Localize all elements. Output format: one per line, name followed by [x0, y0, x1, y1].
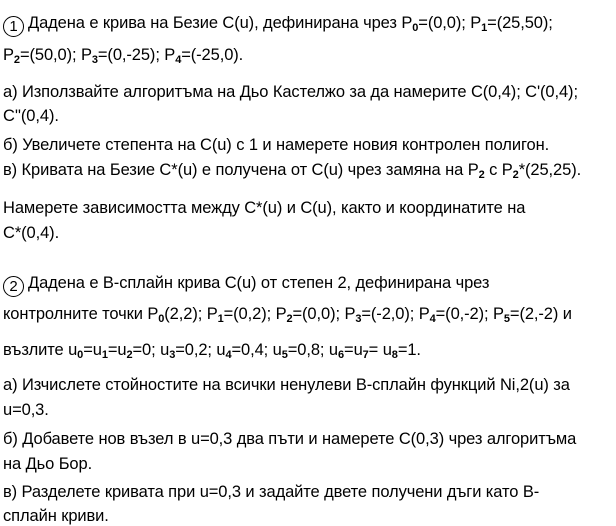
p4-label: P	[164, 46, 176, 64]
p2-label: P	[3, 46, 14, 64]
problem2-task-b-line1: б) Добавете нов възел в u=0,3 два пъти и намерете C(0,3) чрез алгоритъма	[3, 430, 577, 448]
task-v-p2a-sub: 2	[478, 169, 485, 181]
knot-list	[68, 341, 421, 359]
problem2-knots-line	[3, 340, 421, 362]
knot-label: u	[353, 341, 363, 359]
control-point-sub: 3	[355, 313, 362, 325]
p3-sub: 3	[91, 54, 98, 66]
knot-sub: 1	[101, 349, 108, 361]
task-v-mid: с	[484, 161, 502, 179]
problem1-task-a-line1: а) Използвайте алгоритъма на Дьо Кастелжо за да намерите C(0,4); C'(0,4);	[3, 83, 578, 101]
knot-label: u	[382, 341, 392, 359]
p0-sub: 0	[412, 22, 419, 34]
control-point-sub: 1	[217, 313, 224, 325]
knot-sub: 2	[126, 349, 133, 361]
p0-label: P	[401, 14, 413, 32]
control-point-label: P	[147, 305, 159, 323]
knot-value: =0,8;	[287, 341, 329, 359]
p4-sub: 4	[175, 54, 182, 66]
problem2-task-a-line1: а) Изчислете стойностите на всички ненулеви B-сплайн функций Ni,2(u) за	[3, 376, 570, 394]
problem2-line1	[3, 273, 489, 297]
problem1-line2	[3, 45, 243, 67]
knot-label: u	[117, 341, 127, 359]
control-point-sub: 2	[286, 313, 293, 325]
knot-value: =1.	[397, 341, 421, 359]
knot-value: =0,2;	[175, 341, 217, 359]
knot-label: u	[92, 341, 102, 359]
knot-value: =	[368, 341, 383, 359]
knot-label: u	[160, 341, 170, 359]
task-v-p2a-label: P	[467, 161, 479, 179]
control-point-sub: 5	[503, 313, 510, 325]
knot-sub: 7	[362, 349, 369, 361]
problem2-task-a-line2: u=0,3.	[3, 401, 49, 419]
p1-sub: 1	[481, 22, 488, 34]
problem2-intro: Дадена е B-сплайн крива C(u) от степен 2, дефинирана чрез	[28, 274, 490, 292]
knot-sub: 4	[225, 349, 232, 361]
problem1-task-b: б) Увеличете степента на C(u) с 1 и намерете новия контролен полигон.	[3, 136, 550, 154]
problem2-task-v-line2: сплайн криви.	[3, 507, 109, 525]
control-point-value: =(0,-2);	[435, 305, 493, 323]
knot-sub: 8	[391, 349, 398, 361]
control-point-sub: 0	[158, 313, 165, 325]
knot-label: u	[216, 341, 226, 359]
control-point-value: =(2,-2) и	[509, 305, 572, 323]
p3-value: =(0,-25);	[97, 46, 165, 64]
knot-value: =	[344, 341, 354, 359]
knot-value: =	[107, 341, 118, 359]
problem2-number: 2	[3, 276, 24, 297]
p3-label: P	[80, 46, 92, 64]
knot-sub: 5	[281, 349, 288, 361]
cp-prefix: контролните точки	[3, 305, 148, 323]
knot-sub: 0	[77, 349, 84, 361]
control-point-label: P	[275, 305, 287, 323]
p2-sub: 2	[13, 54, 20, 66]
knot-value: =0,4;	[231, 341, 273, 359]
problem2-task-b-line2: на Дьо Бор.	[3, 455, 93, 473]
control-point-value: =(0,0);	[292, 305, 345, 323]
control-point-value: =(-2,0);	[361, 305, 419, 323]
control-point-label: P	[206, 305, 218, 323]
control-point-value: =(0,2);	[223, 305, 276, 323]
p1-value: =(25,50);	[487, 14, 553, 32]
control-point-sub: 4	[429, 313, 436, 325]
control-point-label: P	[344, 305, 356, 323]
control-point-label: P	[418, 305, 430, 323]
problem2-control-points-line	[3, 304, 572, 326]
knot-label: u	[68, 341, 78, 359]
knot-label: u	[272, 341, 282, 359]
knot-value: =	[83, 341, 93, 359]
p1-label: P	[470, 14, 482, 32]
problem2-task-v-line1: в) Разделете кривата при u=0,3 и задайте двете получени дъги като B-	[3, 483, 540, 501]
problem1-number: 1	[3, 16, 24, 37]
problem1-intro: Дадена е крива на Безие C(u), дефинирана чрез	[28, 14, 402, 32]
knots-prefix: възлите	[3, 341, 69, 359]
knot-value: =0;	[132, 341, 161, 359]
task-v-text: в) Кривата на Безие C*(u) е получена от C(u) чрез замяна на	[3, 161, 468, 179]
control-point-label: P	[492, 305, 504, 323]
control-point-value: (2,2);	[164, 305, 207, 323]
knot-sub: 3	[169, 349, 176, 361]
problem1-find-line1: Намерете зависимостта между C*(u) и C(u), както и координатите на	[3, 199, 526, 217]
task-v-p2b-sub: 2	[512, 169, 519, 181]
problem1-task-a-line2: C''(0,4).	[3, 107, 59, 125]
knot-sub: 6	[337, 349, 345, 361]
knot-label: u	[328, 341, 338, 359]
cp-list	[147, 305, 572, 323]
p2-value: =(50,0);	[19, 46, 81, 64]
problem1-find-line2: C*(0,4).	[3, 224, 60, 242]
p0-value: =(0,0);	[418, 14, 471, 32]
task-v-p2b-label: P	[501, 161, 513, 179]
p4-value: =(-25,0).	[181, 46, 244, 64]
task-v-tail: *(25,25).	[518, 161, 582, 179]
problem1-task-v	[3, 160, 581, 182]
problem1-line1	[3, 13, 553, 37]
